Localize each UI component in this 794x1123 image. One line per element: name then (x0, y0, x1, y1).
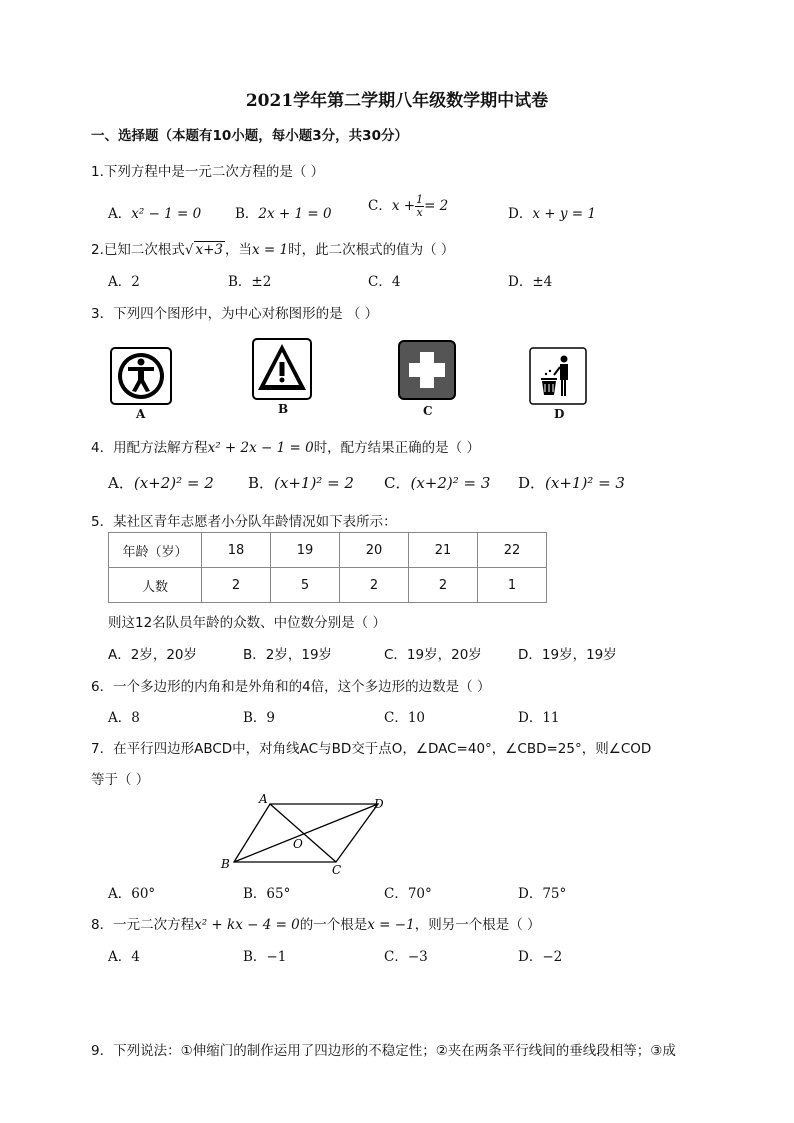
q7-stem: 7．在平行四边形ABCD中，对角线AC与BD交于点O，∠DAC=40°，∠CBD=25°，则∠COD (91, 741, 652, 757)
q7-option-c: C．70° (384, 886, 432, 902)
point-label-o: O (293, 837, 303, 851)
q2-option-d: D．±4 (508, 274, 553, 290)
q8-option-d: D．−2 (518, 949, 563, 965)
trash-bin-person-icon (529, 347, 587, 405)
table-row (109, 568, 547, 603)
q2-option-b: B．±2 (228, 274, 272, 290)
q4-option-a: A．(x+2)² = 2 (108, 474, 214, 492)
q4-option-b: B．(x+1)² = 2 (248, 474, 354, 492)
point-label-d: D (374, 797, 384, 811)
figure-label-c: C (423, 404, 433, 418)
table-header-age: 年龄（岁） (109, 533, 202, 568)
table-cell: 5 (271, 568, 340, 603)
table-cell: 1 (478, 568, 547, 603)
figure-label-d: D (554, 407, 565, 421)
accessibility-icon (110, 347, 172, 405)
age-table (108, 532, 547, 603)
q1-stem: 1.下列方程中是一元二次方程的是（ ） (91, 164, 325, 180)
q5-stem: 5．某社区青年志愿者小分队年龄情况如下表所示： (91, 514, 397, 530)
q4-option-d: D．(x+1)² = 3 (518, 474, 625, 492)
q6-stem: 6．一个多边形的内角和是外角和的4倍，这个多边形的边数是（ ） (91, 679, 491, 695)
figure-label-b: B (278, 402, 289, 416)
q8-option-a: A．4 (108, 949, 140, 965)
page-title: 2021学年第二学期八年级数学期中试卷 (245, 91, 549, 111)
q8-stem: 8．一元二次方程x² + kx − 4 = 0的一个根是x = −1，则另一个根是（ ） (91, 917, 541, 933)
q2-stem: 2.已知二次根式√ x+3 ，当x = 1时，此二次根式的值为（ ） (91, 242, 455, 258)
parallelogram-diagram (218, 790, 393, 878)
table-cell: 2 (409, 568, 478, 603)
warning-icon (252, 338, 312, 400)
q1-option-d: D．x + y = 1 (508, 206, 596, 222)
q6-option-b: B．9 (243, 710, 276, 726)
first-aid-cross-icon (398, 340, 456, 400)
q5-option-b: B．2岁，19岁 (243, 647, 333, 663)
point-label-b: B (221, 857, 230, 871)
q1-option-b: B．2x + 1 = 0 (235, 206, 332, 222)
table-cell: 2 (202, 568, 271, 603)
q4-option-c: C．(x+2)² = 3 (384, 474, 491, 492)
q2-option-a: A．2 (108, 274, 140, 290)
table-cell: 20 (340, 533, 409, 568)
q8-option-b: B．−1 (243, 949, 287, 965)
table-header-count: 人数 (109, 568, 202, 603)
figure-label-a: A (136, 407, 146, 421)
point-label-a: A (259, 792, 268, 806)
q6-option-c: C．10 (384, 710, 426, 726)
q5-option-d: D．19岁，19岁 (518, 647, 617, 663)
q5-follow-up: 则这12名队员年龄的众数、中位数分别是（ ） (108, 615, 386, 631)
q6-option-a: A．8 (108, 710, 140, 726)
q4-stem: 4．用配方法解方程x² + 2x − 1 = 0时，配方结果正确的是（ ） (91, 440, 480, 456)
q5-option-c: C．19岁，20岁 (384, 647, 482, 663)
point-label-c: C (332, 863, 342, 877)
q6-option-d: D．11 (518, 710, 560, 726)
table-cell: 19 (271, 533, 340, 568)
q7-stem-continued: 等于（ ） (91, 772, 150, 788)
table-cell: 2 (340, 568, 409, 603)
q1-option-a: A．x² − 1 = 0 (108, 206, 202, 222)
q5-option-a: A．2岁，20岁 (108, 647, 198, 663)
q7-option-b: B．65° (243, 886, 291, 902)
q8-option-c: C．−3 (384, 949, 428, 965)
q9-stem: 9．下列说法：①伸缩门的制作运用了四边形的不稳定性；②夹在两条平行线间的垂线段相等；③成 (91, 1043, 676, 1059)
table-cell: 22 (478, 533, 547, 568)
section-heading: 一、选择题（本题有10小题，每小题3分，共30分） (91, 128, 408, 144)
q3-stem: 3．下列四个图形中，为中心对称图形的是 （ ） (91, 306, 379, 322)
q2-option-c: C．4 (368, 274, 401, 290)
table-cell: 18 (202, 533, 271, 568)
table-row (109, 533, 547, 568)
q1-option-c: C．x + $\frac{1}{x}$ = 2 (368, 193, 449, 219)
diagonal-ac (270, 804, 336, 862)
table-cell: 21 (409, 533, 478, 568)
q7-option-d: D．75° (518, 886, 567, 902)
q7-option-a: A．60° (108, 886, 156, 902)
